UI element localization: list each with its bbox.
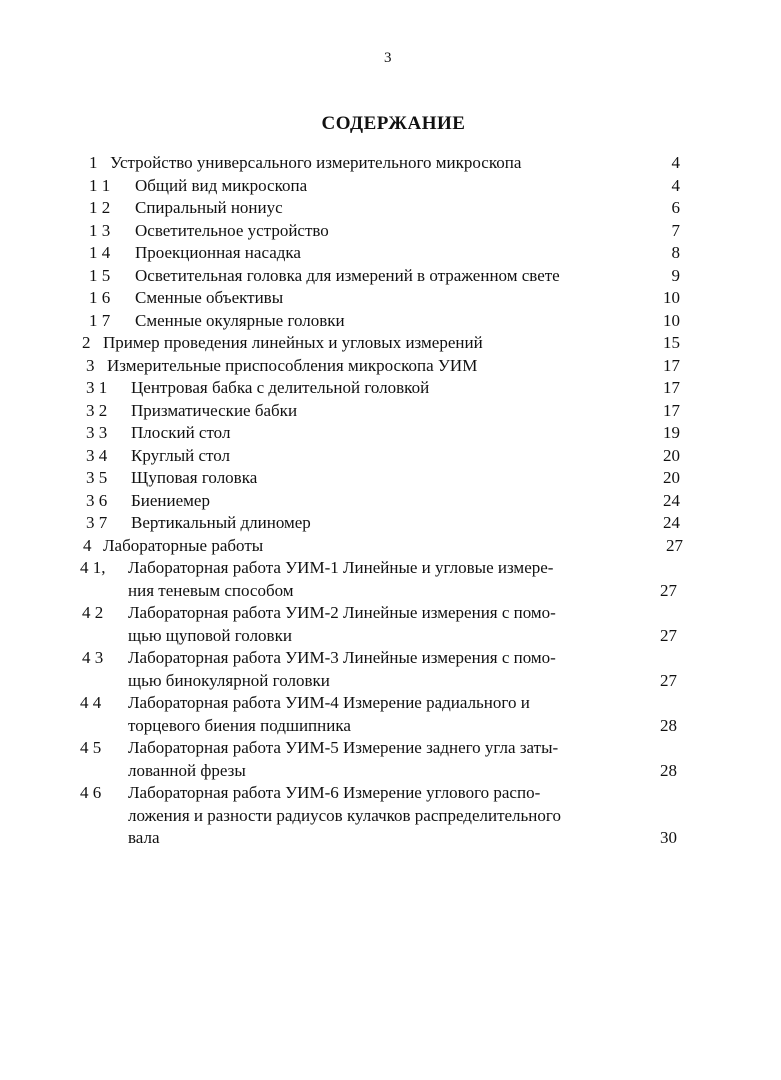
toc-entry-page: 17 [663,400,680,420]
toc-entry [0,512,781,535]
toc-entry [0,782,781,850]
toc-entry-number: 3 1 [86,378,108,397]
toc-entry [0,602,781,647]
toc-entry-title: Измерительные приспособления микроскопа УИМ [107,355,478,375]
toc-entry-page: 15 [663,333,680,352]
toc-entry-number: 1 7 [89,310,111,330]
page-number: 3 [384,50,392,66]
toc-entry-title: Биениемер [131,490,210,510]
toc-entry-title: Лабораторная работа УИМ-5 Измерение заднего угла заты- лованной фрезы [128,738,559,780]
toc-entry-title: Сменные объективы [135,288,284,307]
toc-entry-number: 4 1, [80,558,106,577]
toc-entry-title: Пример проведения линейных и угловых измерений [103,333,483,352]
toc-entry-title: Центровая бабка с делительной головкой [131,378,430,397]
toc-entry [0,445,781,468]
toc-entry-title: Лабораторная работа УИМ-1 Линейные и угловые измере- ния теневым способом [128,558,554,600]
toc-entry-number: 4 3 [82,648,104,667]
toc-entry [0,400,781,423]
toc-entry-page: 24 [663,490,680,510]
toc-entry [0,310,781,333]
toc-entry-page: 8 [671,243,680,262]
toc-entry-number: 4 [83,535,92,555]
toc-entry-page: 28 [660,760,677,780]
toc-entry-title: Проекционная насадка [135,243,301,262]
toc-entry [0,535,781,558]
toc-entry-page: 4 [671,153,680,172]
toc-entry-number: 1 [89,153,98,172]
toc-entry [0,647,781,692]
toc-entry-number: 3 7 [86,513,108,532]
toc-entry-page: 17 [663,355,680,375]
toc-entry-page: 10 [663,288,680,307]
toc-entry [0,332,781,355]
toc-entry-page: 28 [660,715,677,735]
toc-entry [0,242,781,265]
toc-entry [0,265,781,288]
toc-entry-title: Лабораторные работы [103,535,264,555]
toc-entry-title: Спиральный нониус [135,198,283,217]
toc-entry [0,490,781,513]
toc-entry-number: 1 1 [89,175,111,195]
toc-entry-title: Плоский стол [131,423,231,442]
toc-entry-title: Устройство универсального измерительного микроскопа [110,153,522,172]
toc-entry-number: 4 4 [80,693,102,712]
toc-entry-number: 4 2 [82,603,104,622]
toc-entry-page: 27 [660,670,677,690]
toc-entry-title: Лабораторная работа УИМ-3 Линейные измерения с помо- щью бинокулярной головки [128,648,556,690]
toc-entry-number: 3 3 [86,423,108,442]
toc-entry [0,467,781,490]
toc-entry [0,175,781,198]
toc-entry-page: 10 [663,310,680,330]
toc-entry-page: 6 [671,198,680,217]
toc-entry-title: Призматические бабки [131,400,298,420]
toc-entry-title: Круглый стол [131,445,230,465]
toc-entry-number: 1 5 [89,265,111,285]
toc-entry-number: 4 6 [80,783,102,802]
toc-entry [0,422,781,445]
toc-entry-page: 27 [666,535,683,555]
toc-entry-number: 4 5 [80,738,102,757]
toc-entry-title: Осветительное устройство [135,220,329,240]
toc-entry-number: 3 5 [86,468,108,487]
toc-entry [0,287,781,310]
toc-entry-page: 24 [663,513,680,532]
toc-entry [0,377,781,400]
toc-entry [0,197,781,220]
toc-entry-page: 17 [663,378,680,397]
toc-entry-number: 1 3 [89,220,111,240]
toc-entry [0,557,781,602]
toc-entry-number: 1 2 [89,198,111,217]
toc-entry-title: Вертикальный длиномер [131,513,311,532]
toc-entry-number: 3 2 [86,400,108,420]
toc-entry-number: 2 [82,333,91,352]
toc-entry-page: 19 [663,423,680,442]
toc-entry-title: Лабораторная работа УИМ-4 Измерение радиального и торцевого биения подшипника [128,693,530,735]
toc-entry-title: Лабораторная работа УИМ-6 Измерение углового распо- ложения и разности радиусов кулачков распределительного вала [128,783,561,847]
toc-entry-title: Осветительная головка для измерений в отраженном свете [135,265,560,285]
table-of-contents [0,152,781,850]
toc-entry-number: 3 [86,355,95,375]
toc-entry-page: 30 [660,828,677,847]
toc-entry-number: 3 4 [86,445,108,465]
toc-entry-number: 3 6 [86,490,108,510]
toc-entry-page: 27 [660,580,677,600]
toc-entry [0,220,781,243]
toc-entry-page: 20 [663,445,680,465]
toc-entry [0,692,781,737]
toc-entry-page: 20 [663,468,680,487]
toc-entry [0,355,781,378]
toc-entry-page: 7 [671,220,680,240]
page-title: СОДЕРЖАНИЕ [321,113,466,134]
toc-entry-page: 27 [660,625,677,645]
toc-entry [0,152,781,175]
toc-entry-title: Лабораторная работа УИМ-2 Линейные измерения с помо- щью щуповой головки [128,603,556,645]
toc-entry-title: Щуповая головка [131,468,258,487]
toc-entry-title: Общий вид микроскопа [135,175,308,195]
toc-entry [0,737,781,782]
toc-entry-page: 4 [671,175,680,195]
toc-entry-title: Сменные окулярные головки [135,310,345,330]
toc-entry-number: 1 4 [89,243,111,262]
toc-entry-page: 9 [671,265,680,285]
toc-entry-number: 1 6 [89,288,111,307]
